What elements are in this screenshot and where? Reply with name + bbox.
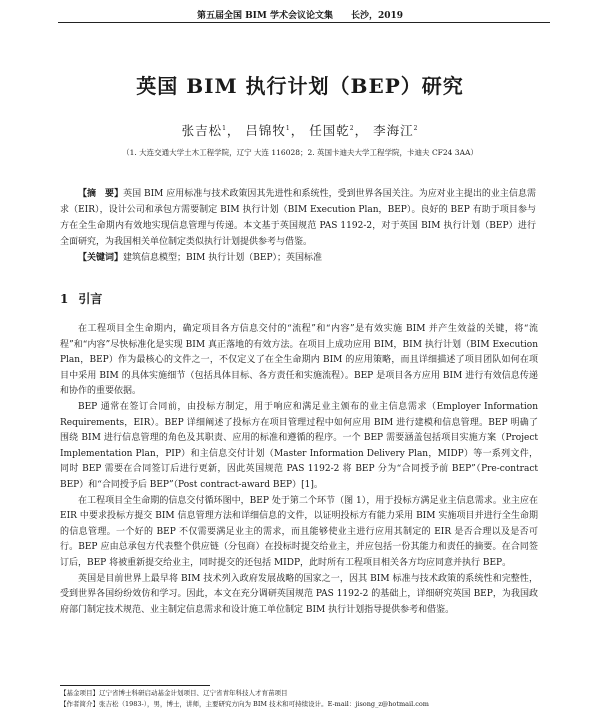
keywords-text: 建筑信息模型；BIM 执行计划（BEP）；英国标准 (123, 253, 323, 263)
section-title: 引言 (78, 292, 103, 306)
abstract-text: 英国 BIM 应用标准与技术政策因其先进性和系统性，受到世界各国关注。为应对业主提出的业主信息需求（EIR），设计公司和承包方需要制定 BIM 执行计划（BIM Execution Plan，BEP）。良好的 BEP 有助于项目参与方在全生命期内有效地实现信息管理与传递。本文基于英国规范 PAS 1192-2，对于英国 BIM 执行计划（BEP）进行全面研究，为我国相关单位制定类似执行计划提供参考与借鉴。 (60, 189, 536, 247)
author-separator: ， (290, 123, 305, 138)
section-number: 1 (60, 292, 69, 306)
header-rule (58, 22, 550, 23)
affiliation: （1. 大连交通大学土木工程学院，辽宁 大连 116028；2. 英国卡迪夫大学工程学院，卡迪夫 CF24 3AA） (122, 148, 478, 157)
abstract-label: 【摘 要】 (78, 189, 124, 199)
footnote-funding: 【基金项目】辽宁省博士科研启动基金计划项目、辽宁省青年科技人才育苗项目 (60, 689, 288, 697)
footnotes (60, 688, 540, 710)
author-affil-mark: 2 (349, 124, 355, 132)
author-affil-mark: 1 (222, 124, 227, 132)
body-paragraph: BEP 通常在签订合同前，由投标方制定，用于响应和满足业主颁布的业主信息需求（Employer Information Requirements，EIR）。BEP 详细阐述了投标方在项目管理过程中如何应用 BIM 进行建模和信息管理。BEP 明确了围绕 BIM 进行信息管理的角色及其职责、应用的标准和遵循的程序。一个 BEP 需要涵盖包括项目实施方案（Project Implementation Plan，PIP）和主信息交付计划（Master Information Delivery Plan，MIDP）等一系列文件，同时 BEP 需要在合同签订后进行更新，因此英国规范 PAS 1192-2 将 BEP 分为“合同授予前 BEP”（Pre-contract BEP）和“合同授予后 BEP”（Post contract-award BEP）[1]。 (60, 401, 538, 490)
author-separator: ， (226, 123, 241, 138)
running-header: 第五届全国 BIM 学术会议论文集 长沙，2019 (196, 11, 404, 21)
footnote-rule (60, 685, 210, 686)
body-paragraph: 在工程项目全生命期的信息交付循环图中，BEP 处于第二个环节（图 1），用于投标方满足业主信息需求。业主应在 EIR 中要求投标方提交 BIM 信息管理方法和详细信息的文件，以证明投标方有能力采用 BIM 实施项目并进行全生命期的信息管理。一个好的 BEP 不仅需要满足业主的需求，而且能够使业主进行应用其制定的 EIR 是否合理以及是否可行。BEP 应由总承包方代表整个供应链（分包商）在投标时提交给业主，并应包括一份其能力和责任的摘要。在合同签订后，BEP 将被重新提交给业主，同时提交的还包括 MIDP，此时所有工程项目相关各方均应同意并执行 BEP。 (60, 495, 538, 568)
author-name: 张吉松 (181, 123, 223, 138)
author-separator: ， (354, 123, 369, 138)
author-name: 任国乾 (309, 123, 350, 138)
author-list (0, 121, 600, 139)
keywords (60, 250, 536, 266)
author-affil-mark: 2 (413, 124, 419, 132)
footnote-author-bio: 【作者简介】张吉松（1983-），男，博士，讲师，主要研究方向为 BIM 技术和可持续设计。E-mail：jisong_z@hotmail.com (60, 700, 429, 708)
author-affil-mark: 1 (285, 124, 291, 132)
author-name: 吕锦牧 (245, 123, 286, 138)
body-paragraph: 在工程项目全生命期内，确定项目各方信息交付的“流程”和“内容”是有效实施 BIM 并产生效益的关键，将“流程”和“内容”尽快标准化是实现 BIM 真正落地的有效方法。在项目上成功应用 BIM，BIM 执行计划（BIM Execution Plan，BEP）作为最核心的文件之一，不仅定义了在全生命期内 BIM 的应用策略，而且详细描述了项目团队如何在项目中采用 BIM 的具体实施细节（包括具体目标、各方责任和实施流程）。BEP 是项目各方应用 BIM 进行有效信息传递和协作的重要依据。 (60, 324, 538, 397)
keywords-label: 【关键词】 (78, 253, 124, 263)
body-text (60, 322, 538, 618)
section-heading (60, 290, 112, 307)
author-name: 李海江 (373, 123, 414, 138)
paper-title: 英国 BIM 执行计划（BEP）研究 (136, 74, 464, 98)
abstract (60, 186, 536, 250)
body-paragraph: 英国是目前世界上最早将 BIM 技术列入政府发展战略的国家之一，因其 BIM 标准与技术政策的系统性和完整性，受到世界各国纷纷效仿和学习。因此，本文在充分调研英国规范 PAS 1192-2 的基础上，详细研究英国 BEP，为我国政府部门制定技术规范、业主制定信息需求和设计施工单位制定 BIM 执行计划指导提供参考和借鉴。 (60, 573, 538, 615)
